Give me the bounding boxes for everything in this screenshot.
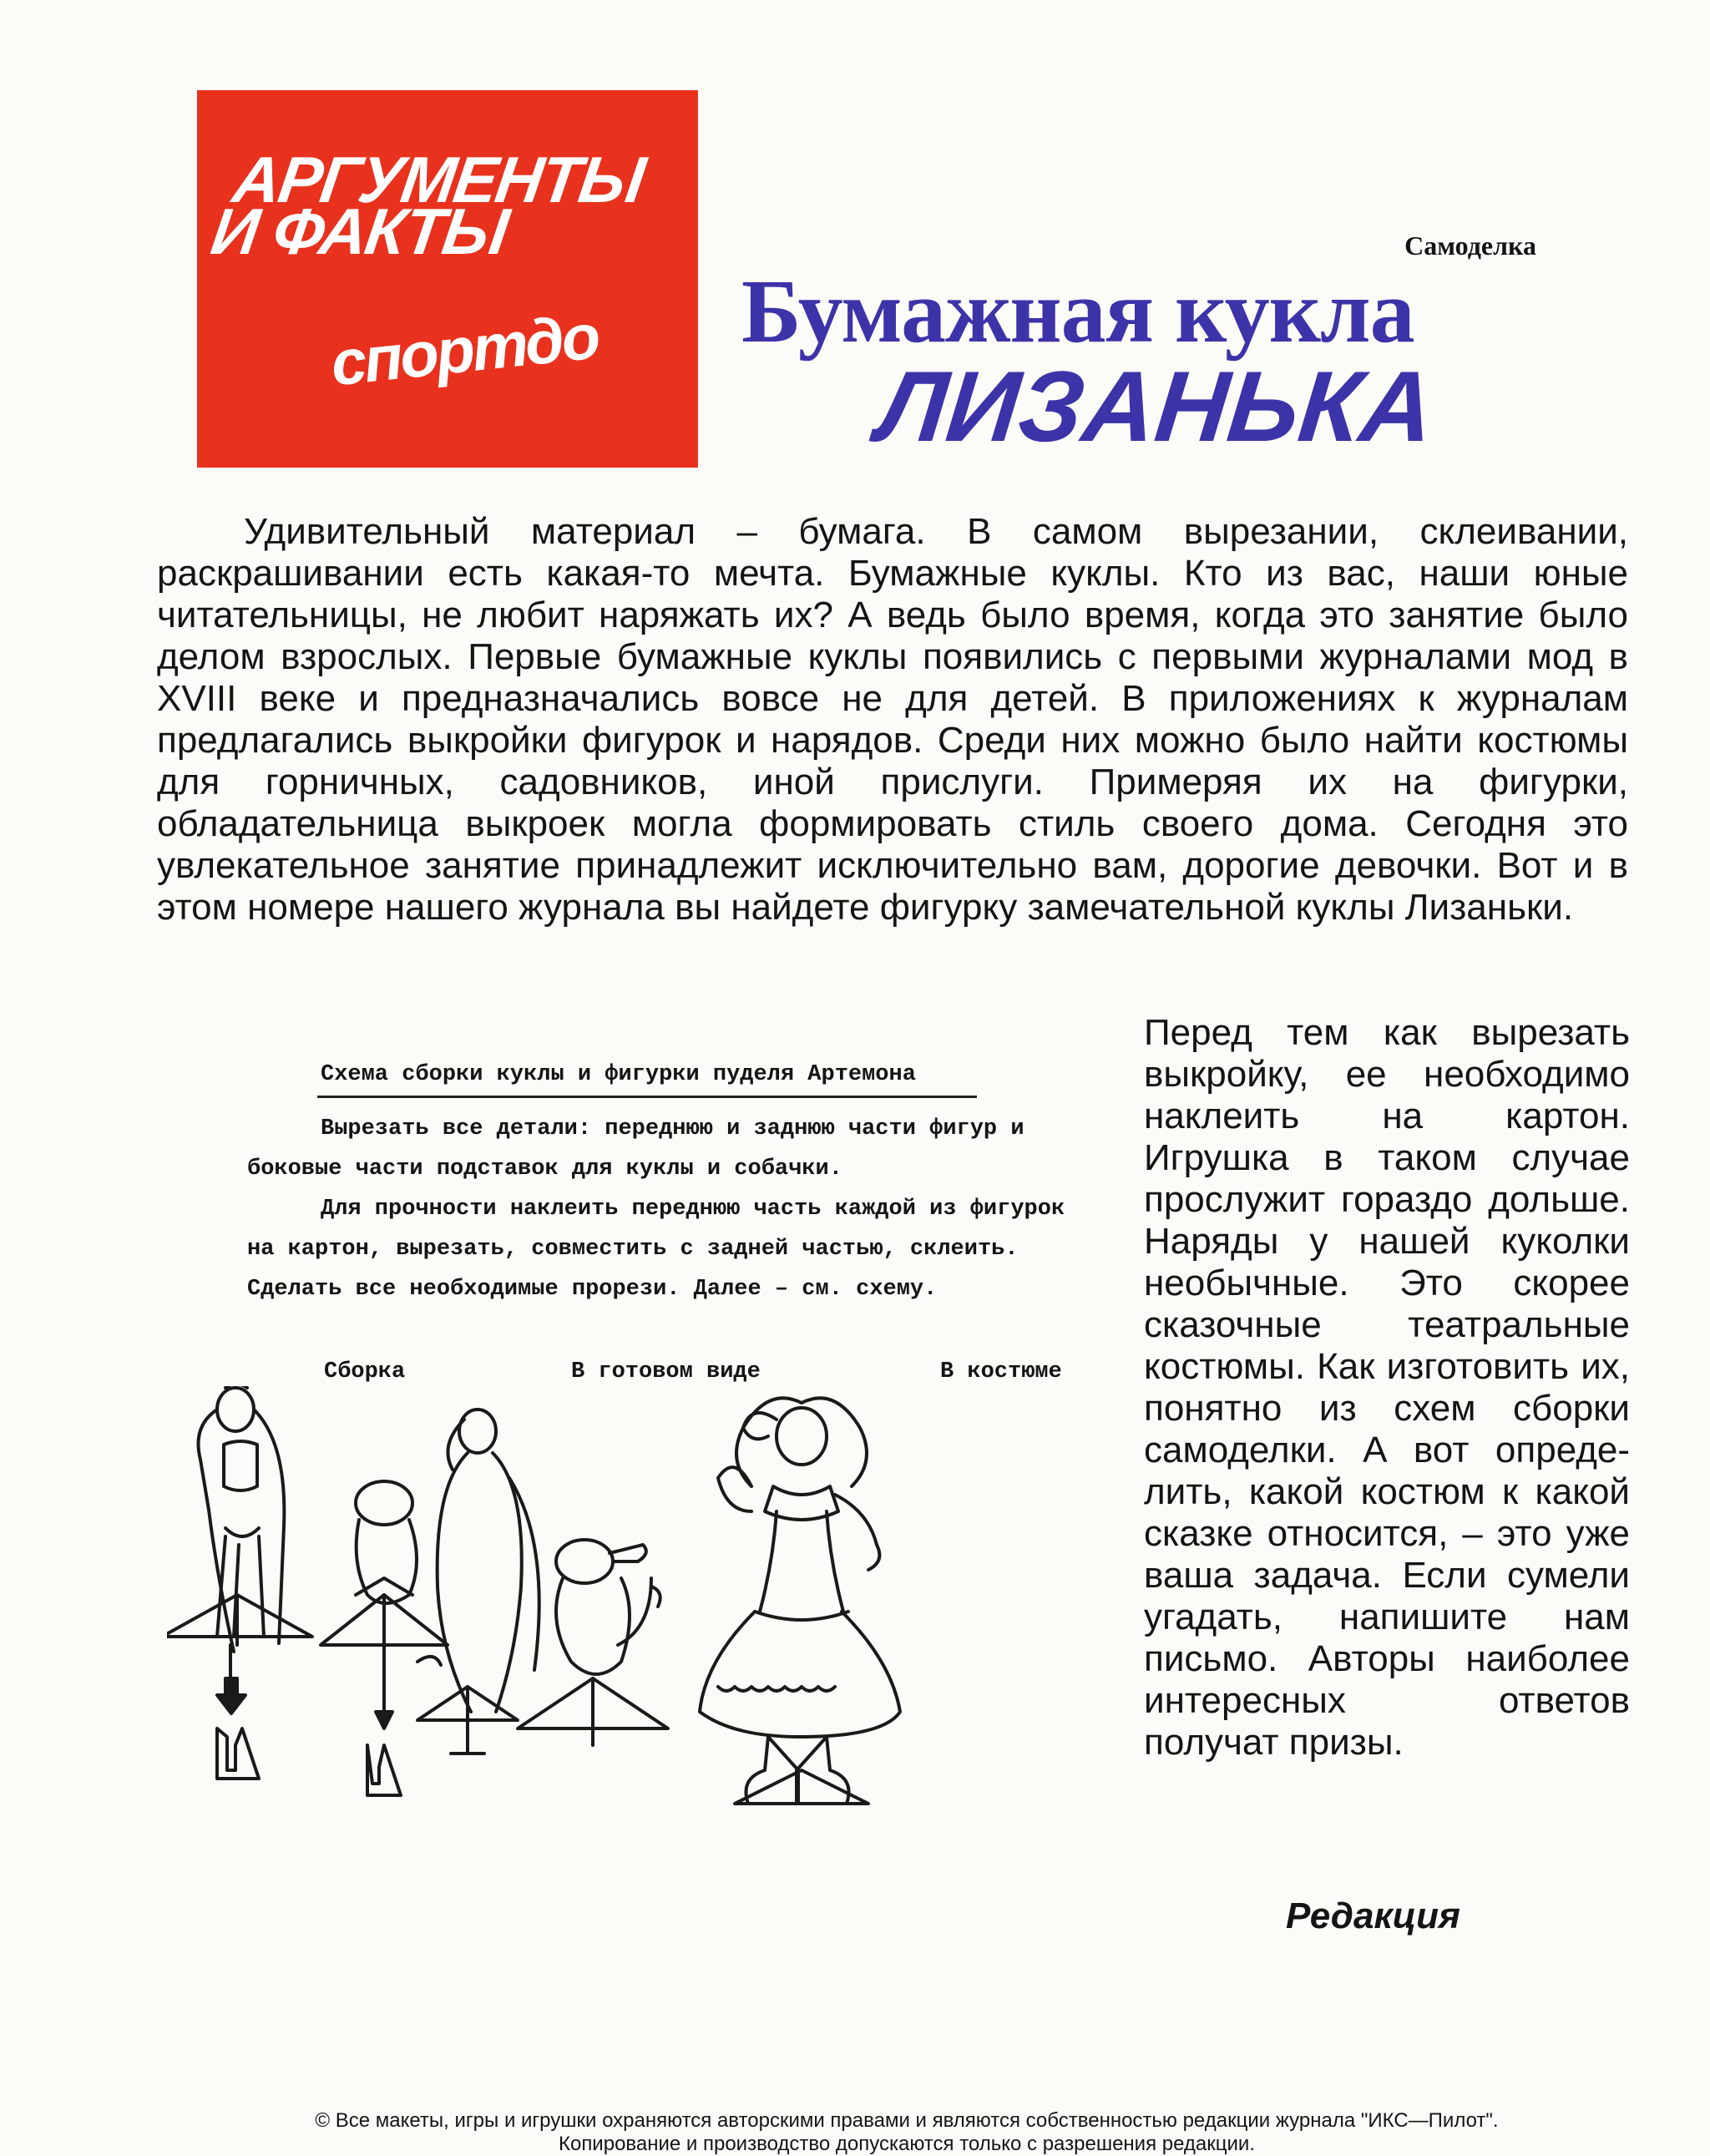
poodle-finished-figure [518,1540,668,1745]
rubric-label: Самоделка [1404,230,1536,261]
scheme-paragraph-1: Вырезать все детали: переднюю и заднюю части фигур и боковые части подставок для куклы и собачки. [247,1116,1024,1182]
label-finished: В готовом виде [571,1359,761,1384]
publisher-logo [197,90,698,468]
copyright-line-1: © Все макеты, игры и игрушки охраняются авторскими правами и являются собственностью редакции журнала "ИКС—Пилот". [315,2109,1499,2132]
intro-paragraph: Удивительный материал – бумага. В самом вырезании, склеивании, раскрашивании есть какая-то мечта. Бумажные куклы. Кто из вас, наши юные читательницы, не любит наряжать их? А ведь было время, когда это занятие было делом взрослых. Первые бумажные куклы появились с первыми журналами мод в XVIII веке и предназначались вовсе не для детей. В приложениях к журналам предлагались выкройки фигурок и нарядов. Среди них можно было найти костюмы для горничных, садовников, иной прислуги. Примеряя их на фигурки, обладательница выкроек могла формировать стиль своего дома. Сегодня это увлекательное занятие принадлежит исключительно вам, дорогие девочки. Вот и в этом номере нашего журнала вы найдете фигурку замечательной куклы Лизаньки. [157,511,1628,928]
article-title: Бумажная кукла [741,262,1414,362]
doll-assembly-figure [167,1386,312,1779]
logo-line-3: спортдо [327,301,602,400]
scheme-instructions [247,1109,1065,1309]
copyright-notice [164,2109,1650,2156]
logo-line-2: И ФАКТЫ [206,195,512,268]
doll-costume-figure [700,1398,900,1804]
scheme-divider [317,1096,977,1098]
label-assembly: Сборка [324,1359,406,1384]
assembly-diagram [167,1386,1102,1904]
scheme-title: Схема сборки куклы и фигурки пуделя Артемона [321,1062,916,1087]
copyright-line-2: Копирование и производство допускаются только с разрешения редакции. [558,2133,1255,2155]
signature: Редакция [1286,1895,1460,1936]
scheme-paragraph-2: Для прочности наклеить переднюю часть каждой из фигурок на картон, вырезать, совместить с задней частью, склеить. Сделать все необходимые прорези. Далее – см. схему. [247,1197,1065,1302]
logo-line-1: АРГУМЕНТЫ [228,143,649,216]
article-subtitle: ЛИЗАНЬКА [872,351,1439,463]
doll-finished-figure [417,1409,539,1754]
poodle-assembly-figure [321,1481,448,1795]
label-costume: В костюме [940,1359,1062,1384]
side-column-text: Перед тем как вырезать выкройку, ее необходимо наклеить на картон. Игрушка в таком случае прослужит гораздо дольше. Наряды у нашей куколки необычные. Это скорее сказочные театральные костюмы. Как изготовить их, понятно из схем сборки самоделки. А вот определить, какой костюм к какой сказке относится, – это уже ваша задача. Если сумели угадать, напишите нам письмо. Авторы наиболее интересных ответов получат призы. [1144,1012,1630,1763]
